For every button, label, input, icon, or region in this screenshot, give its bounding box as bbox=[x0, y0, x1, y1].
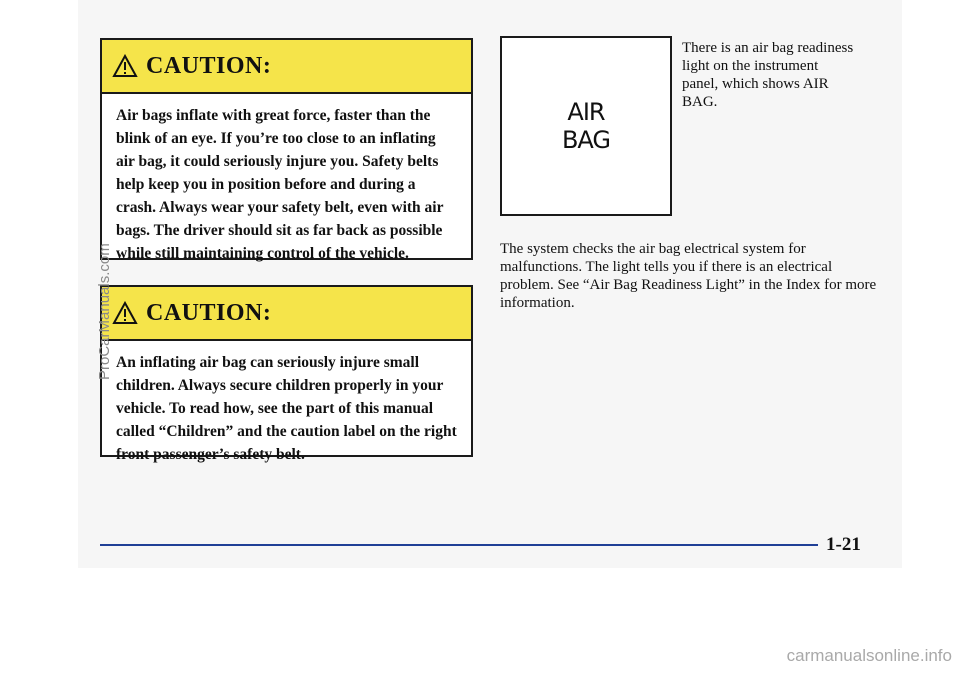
system-check-paragraph: The system checks the air bag electrical system for malfunctions. The light tells you if there is an electrical problem. See “Air Bag Readiness Light” in the Index for more information. bbox=[500, 241, 877, 311]
caution-header bbox=[102, 40, 471, 94]
readiness-light-paragraph: There is an air bag readiness light on the instrument panel, which shows AIR BAG. bbox=[682, 40, 854, 110]
page-number: 1-21 bbox=[826, 534, 861, 555]
caution-header bbox=[102, 287, 471, 341]
caution-text: Air bags inflate with great force, faster than the blink of an eye. If you’re too close to an inflating air bag, it could seriously injure you. Safety belts help keep you in position before and during a crash. Always wear your safety belt, even with air bags. The driver should sit as far back as possible while still maintaining control of the vehicle. bbox=[116, 107, 444, 262]
airbag-readiness-light-illustration bbox=[500, 36, 672, 216]
caution-text: An inflating air bag can seriously injure small children. Always secure children properly in your vehicle. To read how, see the part of this manual called “Children” and the caution label on the right front passenger’s safety belt. bbox=[116, 354, 457, 463]
indicator-line-1: AIR bbox=[567, 98, 605, 126]
caution-title: CAUTION: bbox=[146, 52, 272, 79]
watermark-bottom: carmanualsonline.info bbox=[786, 646, 952, 665]
footer-rule bbox=[100, 544, 818, 546]
caution-title: CAUTION: bbox=[146, 299, 272, 326]
warning-triangle-icon bbox=[112, 301, 138, 325]
caution-box-children bbox=[100, 285, 473, 463]
watermark-side: ProCarManuals.com bbox=[96, 243, 113, 380]
indicator-line-2: BAG bbox=[561, 126, 611, 154]
caution-box-airbag-force bbox=[100, 38, 473, 260]
warning-triangle-icon bbox=[112, 54, 138, 78]
